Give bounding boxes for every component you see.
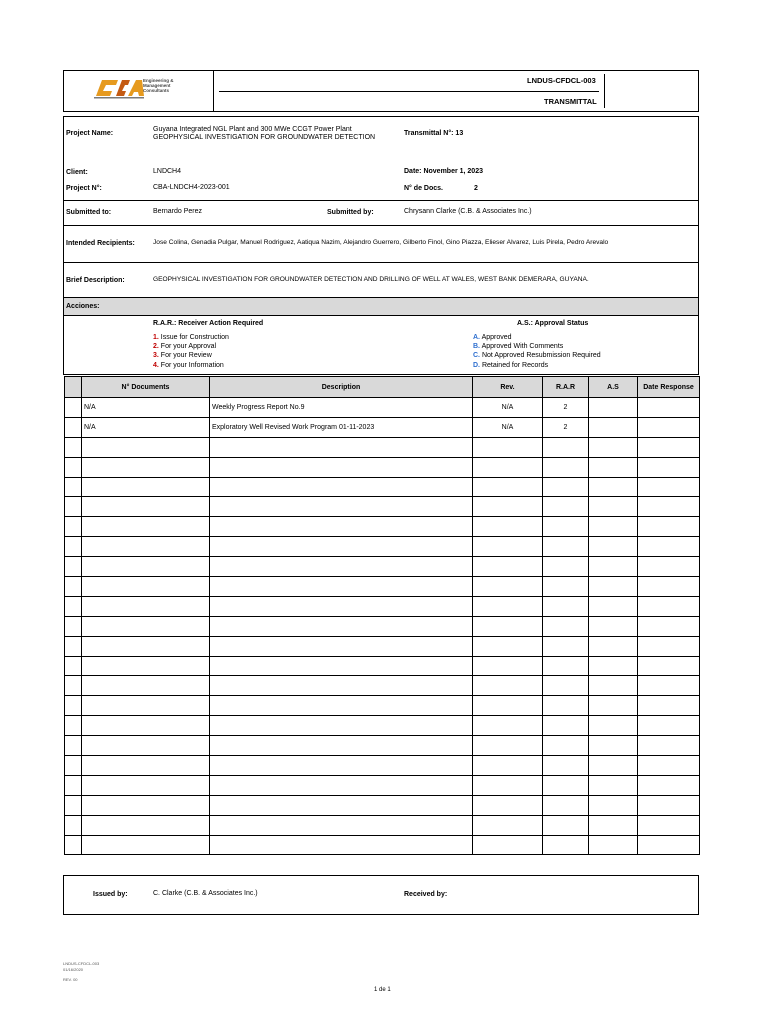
table-cell (65, 577, 82, 597)
table-row (65, 616, 700, 636)
table-cell (543, 517, 589, 537)
table-cell (82, 517, 210, 537)
table-cell (543, 835, 589, 855)
docs-count-label: N° de Docs. (404, 185, 443, 192)
table-cell (589, 477, 638, 497)
table-cell (589, 656, 638, 676)
table-cell (543, 457, 589, 477)
table-cell (543, 656, 589, 676)
table-cell (210, 815, 473, 835)
as-item: C. Not Approved Resubmission Required (473, 352, 601, 359)
table-cell (473, 656, 543, 676)
brief-description-label: Brief Description: (66, 277, 125, 284)
table-cell (638, 676, 700, 696)
table-row (65, 696, 700, 716)
table-cell (210, 656, 473, 676)
table-cell (589, 835, 638, 855)
table-row (65, 676, 700, 696)
table-cell (589, 417, 638, 437)
table-cell (65, 676, 82, 696)
actions-band (64, 298, 698, 316)
table-cell (638, 636, 700, 656)
header-divider (213, 70, 214, 112)
table-cell (473, 477, 543, 497)
project-name-label: Project Name: (66, 130, 114, 137)
project-no-value: CBA-LNDCH4-2023-001 (153, 184, 230, 191)
table-header-documents: N° Documents (82, 377, 210, 398)
table-cell (543, 756, 589, 776)
table-cell (473, 616, 543, 636)
table-cell (82, 557, 210, 577)
table-cell (543, 636, 589, 656)
table-cell (589, 736, 638, 756)
table-row (65, 517, 700, 537)
table-row (65, 417, 700, 437)
table-cell (82, 815, 210, 835)
table-cell (589, 398, 638, 418)
table-cell: Weekly Progress Report No.9 (210, 398, 473, 418)
table-cell (210, 497, 473, 517)
table-cell (210, 437, 473, 457)
table-row (65, 497, 700, 517)
table-cell (589, 596, 638, 616)
table-cell (82, 775, 210, 795)
as-item: D. Retained for Records (473, 362, 549, 369)
project-name-value: Guyana Integrated NGL Plant and 300 MWe CCGT Power Plant GEOPHYSICAL INVESTIGATION FOR GROUNDWATER DETECTION (153, 126, 376, 142)
submitted-by-value: Chrysann Clarke (C.B. & Associates Inc.) (404, 208, 532, 215)
table-row (65, 636, 700, 656)
table-cell (638, 716, 700, 736)
table-cell (65, 398, 82, 418)
table-cell (473, 517, 543, 537)
table-cell (82, 756, 210, 776)
table-cell (589, 716, 638, 736)
table-row (65, 537, 700, 557)
table-cell (82, 477, 210, 497)
table-cell (473, 537, 543, 557)
table-cell (210, 577, 473, 597)
table-cell: N/A (473, 417, 543, 437)
table-cell (638, 815, 700, 835)
table-cell (210, 557, 473, 577)
table-cell (210, 537, 473, 557)
table-header-rar: R.A.R (543, 377, 589, 398)
table-cell (589, 696, 638, 716)
table-cell (82, 656, 210, 676)
as-title: A.S.: Approval Status (517, 320, 589, 327)
table-cell (65, 417, 82, 437)
table-cell (589, 616, 638, 636)
table-cell (543, 716, 589, 736)
table-cell (638, 756, 700, 776)
table-cell (65, 716, 82, 736)
info-rule (63, 225, 699, 226)
table-cell (638, 795, 700, 815)
table-cell (543, 616, 589, 636)
table-cell (638, 398, 700, 418)
table-cell (65, 437, 82, 457)
submitted-to-label: Submitted to: (66, 209, 112, 216)
client-value: LNDCH4 (153, 168, 182, 175)
rar-item: 3. For your Review (153, 352, 212, 359)
table-cell (473, 457, 543, 477)
table-cell (65, 497, 82, 517)
table-cell (473, 596, 543, 616)
table-cell: N/A (82, 417, 210, 437)
table-cell (543, 596, 589, 616)
logo-subtitle: Engineering & Management Consultants (143, 78, 174, 94)
received-by-label: Received by: (404, 891, 448, 898)
table-cell (473, 557, 543, 577)
table-cell (638, 775, 700, 795)
footer-meta-rev: REV. 00 (63, 977, 78, 982)
table-cell (65, 557, 82, 577)
table-cell (473, 716, 543, 736)
document-type: TRANSMITTAL (544, 97, 597, 106)
table-header-row (65, 377, 700, 398)
table-cell (638, 736, 700, 756)
table-row (65, 815, 700, 835)
table-cell (589, 537, 638, 557)
table-cell (210, 775, 473, 795)
table-cell (473, 775, 543, 795)
table-cell (589, 815, 638, 835)
table-cell (473, 756, 543, 776)
as-item: A. Approved (473, 334, 512, 341)
table-cell (65, 477, 82, 497)
table-cell (65, 636, 82, 656)
page-number: 1 de 1 (374, 987, 391, 993)
rar-item: 2. For your Approval (153, 343, 217, 350)
table-cell (638, 696, 700, 716)
table-cell (82, 457, 210, 477)
table-cell (210, 616, 473, 636)
table-cell (638, 497, 700, 517)
table-header-description: Description (210, 377, 473, 398)
table-cell (82, 616, 210, 636)
table-cell (210, 716, 473, 736)
table-cell (65, 795, 82, 815)
date-label: Date: November 1, 2023 (404, 168, 483, 175)
info-rule (63, 262, 699, 263)
table-cell (210, 795, 473, 815)
issued-by-label: Issued by: (93, 891, 128, 898)
table-header-rev: Rev. (473, 377, 543, 398)
header-divider-right (604, 74, 605, 108)
table-header-date-response: Date Response (638, 377, 700, 398)
header-inner-line (219, 91, 599, 92)
table-cell (210, 696, 473, 716)
table-cell (473, 676, 543, 696)
table-header-as: A.S (589, 377, 638, 398)
client-label: Client: (66, 169, 88, 176)
table-cell (543, 557, 589, 577)
table-cell (210, 517, 473, 537)
table-cell (589, 775, 638, 795)
table-cell (638, 835, 700, 855)
table-cell (210, 676, 473, 696)
table-cell (65, 775, 82, 795)
table-cell (589, 437, 638, 457)
table-cell (82, 497, 210, 517)
rar-item: 1. Issue for Construction (153, 334, 229, 341)
docs-count-value: 2 (474, 185, 478, 192)
table-cell (638, 517, 700, 537)
table-cell (473, 497, 543, 517)
table-row (65, 398, 700, 418)
recipients-label: Intended Recipients: (66, 240, 135, 247)
table-cell: N/A (82, 398, 210, 418)
rar-title: R.A.R.: Receiver Action Required (153, 320, 264, 327)
table-cell (638, 577, 700, 597)
table-cell (82, 636, 210, 656)
table-cell (65, 815, 82, 835)
table-cell (65, 696, 82, 716)
table-cell (638, 596, 700, 616)
table-cell (543, 497, 589, 517)
table-cell (589, 497, 638, 517)
table-cell (82, 537, 210, 557)
table-row (65, 835, 700, 855)
table-header-index (65, 377, 82, 398)
table-cell (543, 795, 589, 815)
table-row (65, 795, 700, 815)
table-cell: N/A (473, 398, 543, 418)
table-cell (589, 756, 638, 776)
table-cell (589, 676, 638, 696)
table-cell (543, 577, 589, 597)
rar-item: 4. For your Information (153, 362, 224, 369)
table-cell (210, 636, 473, 656)
recipients-value: Jose Colina, Genadia Pulgar, Manuel Rodriguez, Aatiqua Nazim, Alejandro Guerrero, Gilberto Finol, Gino Piazza, Elieser Alvarez, Luis Pirela, Pedro Arevalo (153, 239, 609, 246)
table-cell (589, 557, 638, 577)
table-row (65, 596, 700, 616)
table-cell (543, 676, 589, 696)
table-cell (543, 477, 589, 497)
table-cell: 2 (543, 398, 589, 418)
table-cell (543, 696, 589, 716)
table-cell (65, 616, 82, 636)
table-cell (82, 716, 210, 736)
issued-by-value: C. Clarke (C.B. & Associates Inc.) (153, 890, 258, 897)
submitted-by-label: Submitted by: (327, 209, 374, 216)
table-cell (638, 457, 700, 477)
table-cell (473, 835, 543, 855)
table-cell (589, 517, 638, 537)
table-cell (65, 457, 82, 477)
table-cell (473, 577, 543, 597)
table-cell (82, 696, 210, 716)
table-row (65, 716, 700, 736)
footer-meta-date: 01/16/2020 (63, 967, 84, 972)
table-row (65, 477, 700, 497)
project-no-label: Project N°: (66, 185, 102, 192)
actions-label: Acciones: (66, 303, 100, 310)
table-cell: 2 (543, 417, 589, 437)
table-cell (82, 736, 210, 756)
document-code: LNDUS-CFDCL-003 (527, 76, 596, 85)
table-cell (473, 696, 543, 716)
table-cell (543, 775, 589, 795)
table-cell (210, 736, 473, 756)
table-cell (589, 636, 638, 656)
table-row (65, 756, 700, 776)
table-cell (473, 795, 543, 815)
transmittal-number: Transmittal N°: 13 (404, 130, 464, 137)
table-cell (82, 676, 210, 696)
table-row (65, 457, 700, 477)
table-cell (210, 835, 473, 855)
table-row (65, 577, 700, 597)
table-cell (589, 577, 638, 597)
table-cell (65, 517, 82, 537)
table-cell (210, 477, 473, 497)
table-row (65, 437, 700, 457)
table-cell (638, 437, 700, 457)
table-cell (589, 457, 638, 477)
submitted-to-value: Bernardo Perez (153, 208, 203, 215)
table-cell (82, 577, 210, 597)
info-rule (63, 200, 699, 201)
brief-description-value: GEOPHYSICAL INVESTIGATION FOR GROUNDWATER DETECTION AND DRILLING OF WELL AT WALES, WEST BANK DEMERARA, GUYANA. (153, 276, 589, 283)
table-cell: Exploratory Well Revised Work Program 01-11-2023 (210, 417, 473, 437)
table-cell (473, 815, 543, 835)
table-cell (210, 596, 473, 616)
table-cell (210, 457, 473, 477)
table-cell (65, 656, 82, 676)
table-cell (543, 537, 589, 557)
table-row (65, 775, 700, 795)
table-cell (543, 736, 589, 756)
table-cell (638, 616, 700, 636)
table-cell (589, 795, 638, 815)
table-cell (473, 636, 543, 656)
table-cell (82, 835, 210, 855)
table-cell (638, 557, 700, 577)
footer-meta-code: LNDUS-CFDCL-003 (63, 961, 100, 966)
table-cell (82, 596, 210, 616)
table-cell (638, 656, 700, 676)
company-logo (92, 76, 182, 100)
documents-table (64, 376, 700, 855)
table-cell (638, 537, 700, 557)
table-cell (65, 835, 82, 855)
table-cell (210, 756, 473, 776)
table-row (65, 557, 700, 577)
as-item: B. Approved With Comments (473, 343, 564, 350)
table-row (65, 656, 700, 676)
table-cell (82, 437, 210, 457)
table-cell (638, 477, 700, 497)
table-cell (65, 596, 82, 616)
table-cell (65, 736, 82, 756)
table-cell (473, 736, 543, 756)
table-cell (473, 437, 543, 457)
table-cell (82, 795, 210, 815)
table-cell (543, 437, 589, 457)
table-cell (65, 756, 82, 776)
table-cell (638, 417, 700, 437)
table-row (65, 736, 700, 756)
table-cell (543, 815, 589, 835)
table-cell (65, 537, 82, 557)
